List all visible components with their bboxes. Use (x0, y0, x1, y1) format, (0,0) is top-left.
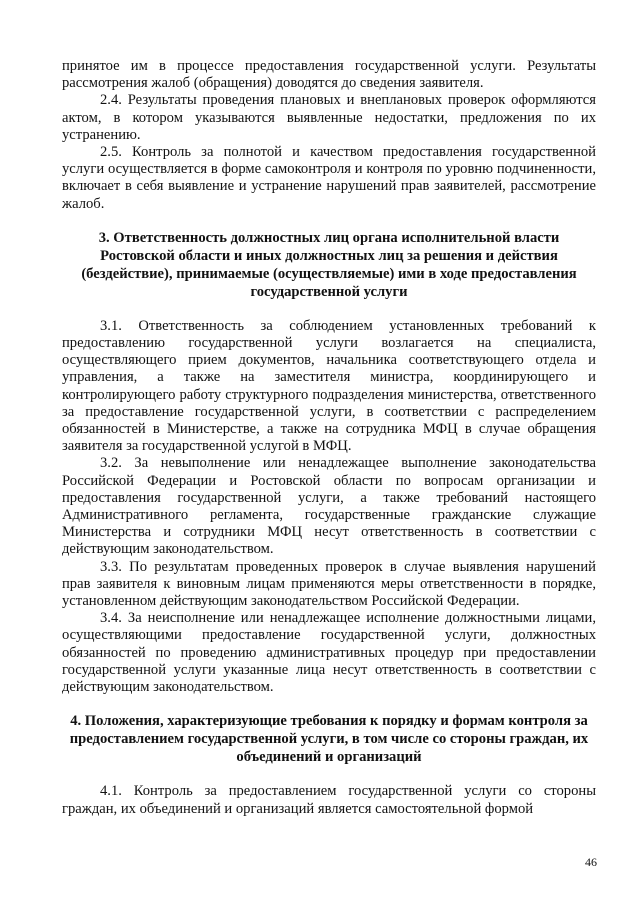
paragraph-3-2: 3.2. За невыполнение или ненадлежащее выполнение законодательства Российской Федерации и Ростовской области по вопросам организации и предоставления государственной услуги, а также требований настоящего Административного регламента, государственные гражданские служащие Министерства и сотрудники МФЦ несут ответственность в соответствии с действующим законодательством. (62, 455, 596, 558)
paragraph-3-1: 3.1. Ответственность за соблюдением установленных требований к предоставлению государственной услуги возлагается на специалиста, осуществляющего прием документов, начальника соответствующего отдела и управления, а также на заместителя министра, координирующего и контролирующего работу структурного подразделения министерства, ответственного за предоставление государственной услуги, в соответствии с распределением обязанностей в Министерстве, а также на сотрудника МФЦ в случае обращения заявителя за государственной услугой в МФЦ. (62, 317, 596, 455)
paragraph-2-4: 2.4. Результаты проведения плановых и внеплановых проверок оформляются актом, в котором указываются выявленные недостатки, предложения по их устранению. (62, 92, 596, 143)
paragraph-continuation: принятое им в процессе предоставления государственной услуги. Результаты рассмотрения жалоб (обращения) доводятся до сведения заявителя. (62, 58, 596, 92)
paragraph-3-3: 3.3. По результатам проведенных проверок в случае выявления нарушений прав заявителя к виновным лицам применяются меры ответственности в порядке, установленном действующим законодательством Российской Федерации. (62, 558, 596, 610)
section-3-heading: 3. Ответственность должностных лиц органа исполнительной власти Ростовской области и иных должностных лиц за решения и действия (бездействие), принимаемые (осуществляемые) ими в ходе предоставления государственной услуги (81, 229, 577, 300)
section-4-heading: 4. Положения, характеризующие требования к порядку и формам контроля за предоставлением государственной услуги, в том числе со стороны граждан, их объединений и организаций (69, 713, 589, 766)
paragraph-2-5: 2.5. Контроль за полнотой и качеством предоставления государственной услуги осуществляется в форме самоконтроля и контроля по уровню подчиненности, включает в себя выявление и устранение нарушений прав заявителей, рассмотрение жалоб. (62, 144, 596, 212)
document-page (62, 58, 596, 818)
paragraph-3-4: 3.4. За неисполнение или ненадлежащее исполнение должностными лицами, осуществляющими предоставление государственной услуги, должностных обязанностей по проведению административных процедур при предоставлении государственной услуги указанные лица несут ответственность в соответствии с действующим законодательством. (62, 610, 596, 696)
page-number: 46 (585, 855, 597, 869)
paragraph-4-1: 4.1. Контроль за предоставлением государственной услуги со стороны граждан, их объединений и организаций является самостоятельной формой (62, 783, 596, 817)
